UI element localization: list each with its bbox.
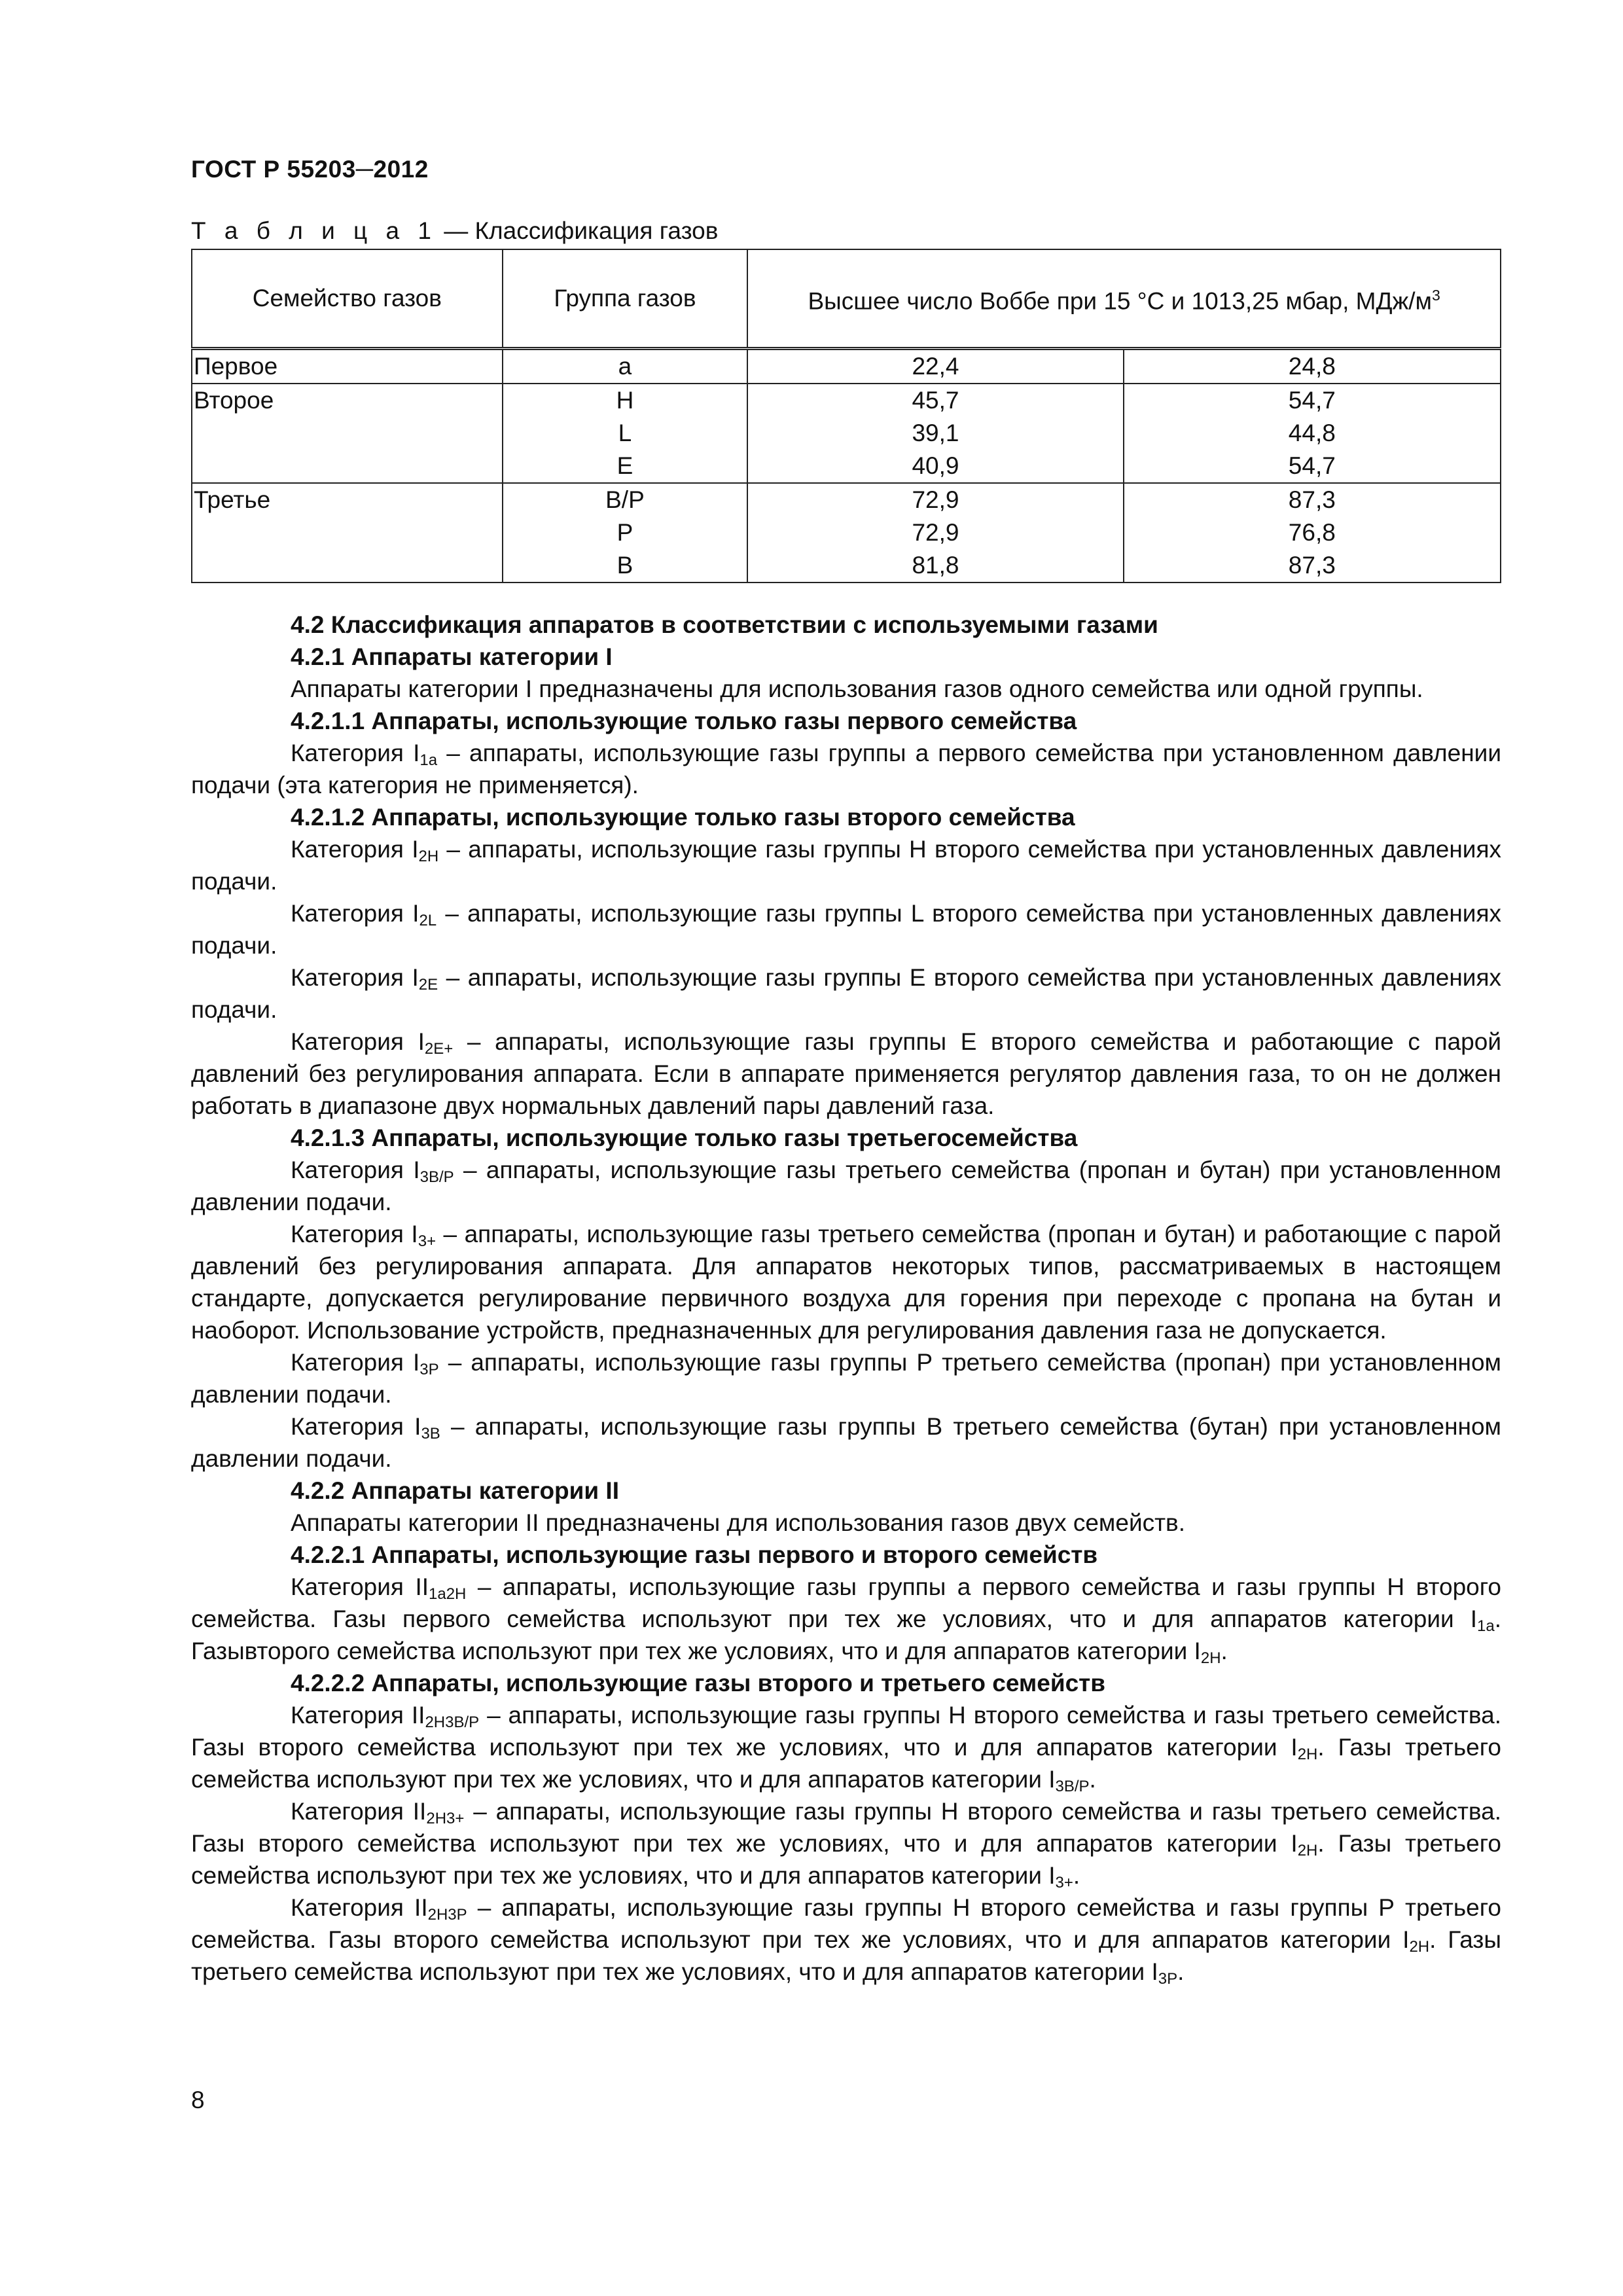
- paragraph-text: Категория I: [291, 1413, 421, 1440]
- table-row: [192, 516, 1501, 549]
- cell-wobbe-min: 81,8: [747, 549, 1123, 583]
- paragraph-text: – аппараты, использующие газы группы а первого семейства при установленном давлении подачи (эта категория не применяется).: [191, 740, 1501, 798]
- cell-wobbe-min: 45,7: [747, 384, 1123, 417]
- cell-family: Первое: [192, 349, 503, 384]
- paragraph-cat-i3b: [191, 1410, 1501, 1475]
- table-row: [192, 450, 1501, 483]
- header-gas-family: Семейство газов: [192, 249, 503, 349]
- paragraph-cat-i2l: [191, 897, 1501, 961]
- cell-family: Третье: [192, 483, 503, 516]
- header-wobbe-number: [747, 249, 1501, 349]
- paragraph-4-2-2: Аппараты категории II предназначены для использования газов двух семейств.: [291, 1509, 1185, 1536]
- table-caption-label: Т а б л и ц а 1: [191, 217, 437, 244]
- table-row: [192, 384, 1501, 417]
- table-caption: [191, 217, 718, 245]
- table-caption-title: — Классификация газов: [437, 217, 719, 244]
- section-heading-4-2-2-2: 4.2.2.2 Аппараты, использующие газы второго и третьего семейств: [291, 1670, 1106, 1696]
- paragraph-cat-ii2h3bp: [191, 1699, 1501, 1795]
- header-wobbe-text: Высшее число Воббе при 15 °С и 1013,25 мбар, МДж/м: [808, 287, 1432, 315]
- paragraph-text: – аппараты, использующие газы третьего семейства (пропан и бутан) и работающие с парой давлений без регулирования аппарата. Для аппаратов некоторых типов, рассматриваемых в настоящем стандарте, допускается регулирование первичного воздуха для горения при переходе с пропана на бутан и наоборот. Использование устройств, предназначенных для регулирования давления газа не допускается.: [191, 1221, 1501, 1344]
- paragraph-text: – аппараты, использующие газы группы Е второго семейства и работающие с парой давлений без регулирования аппарата. Если в аппарате применяется регулятор давления газа, то он не должен работать в диапазоне двух нормальных давлений пары давлений газа.: [191, 1028, 1501, 1119]
- paragraph-text: – аппараты, использующие газы группы Р третьего семейства (пропан) при установленном давлении подачи.: [191, 1349, 1501, 1408]
- paragraph-text: – аппараты, использующие газы группы Н второго семейства и газы третьего семейства. Газы второго семейства используют при тех же условиях, что и для аппаратов категории I: [191, 1798, 1502, 1857]
- paragraph-cat-ii1a2h: [191, 1571, 1501, 1667]
- paragraph-text: Категория I: [291, 1221, 418, 1247]
- paragraph-text: – аппараты, использующие газы группы Н второго семейства при установленных давлениях подачи.: [191, 836, 1501, 895]
- paragraph-text: – аппараты, использующие газы третьего семейства (пропан и бутан) при установленном давлении подачи.: [191, 1157, 1501, 1215]
- paragraph-text: Категория I: [291, 740, 420, 766]
- paragraph-text: – аппараты, использующие газы группы L второго семейства при установленных давлениях подачи.: [191, 900, 1501, 959]
- cell-wobbe-min: 72,9: [747, 483, 1123, 516]
- category-subscript: 2H: [1297, 1746, 1318, 1763]
- paragraph-text: Категория I: [291, 900, 419, 927]
- cell-wobbe-max: 54,7: [1124, 384, 1501, 417]
- paragraph-cat-ii2h3-plus: [191, 1795, 1501, 1892]
- paragraph-text: Категория II: [291, 1702, 425, 1729]
- category-subscript: 3P: [419, 1361, 439, 1378]
- category-subscript: 2H: [418, 848, 439, 865]
- paragraph-text: .: [1221, 1638, 1228, 1664]
- paragraph-text: – аппараты, использующие газы группы Е второго семейства при установленных давлениях подачи.: [191, 964, 1502, 1023]
- paragraph-text: Категория I: [291, 836, 419, 863]
- cell-group: Н: [503, 384, 748, 417]
- paragraph-text: .: [1073, 1862, 1080, 1889]
- section-heading-4-2-2-1: 4.2.2.1 Аппараты, использующие газы первого и второго семейств: [291, 1541, 1098, 1568]
- cell-wobbe-max: 76,8: [1124, 516, 1501, 549]
- cell-wobbe-min: 39,1: [747, 417, 1123, 450]
- section-heading-4-2-1-2: 4.2.1.2 Аппараты, использующие только газы второго семейства: [291, 804, 1075, 831]
- category-subscript: 1a: [1477, 1617, 1495, 1635]
- cell-family: [192, 417, 503, 450]
- document-header: ГОСТ Р 55203─2012: [191, 156, 429, 183]
- category-subscript: 3B/P: [1055, 1778, 1090, 1795]
- category-subscript: 2H3B/P: [425, 1713, 480, 1731]
- paragraph-cat-i2e: [191, 961, 1501, 1026]
- category-subscript: 2H3+: [426, 1810, 465, 1827]
- section-heading-4-2-2: 4.2.2 Аппараты категории II: [291, 1477, 619, 1504]
- paragraph-cat-i2h: [191, 833, 1501, 897]
- cell-family: [192, 549, 503, 583]
- cell-group: Р: [503, 516, 748, 549]
- document-body: [191, 609, 1501, 1988]
- cell-group: В: [503, 549, 748, 583]
- paragraph-text: Категория II: [291, 1573, 429, 1600]
- section-heading-4-2-1: 4.2.1 Аппараты категории I: [291, 643, 613, 670]
- cell-wobbe-max: 44,8: [1124, 417, 1501, 450]
- category-subscript: 3+: [418, 1232, 437, 1250]
- cell-family: Второе: [192, 384, 503, 417]
- category-subscript: 3P: [1158, 1970, 1178, 1988]
- paragraph-text: – аппараты, использующие газы группы Н второго семейства и газы группы Р третьего семейства. Газы второго семейства используют при тех же условиях, что и для аппаратов категории I: [191, 1894, 1501, 1953]
- category-subscript: 3+: [1055, 1874, 1073, 1892]
- category-subscript: 2H: [1409, 1938, 1430, 1956]
- table-header-row: [192, 249, 1501, 349]
- cell-group: В/Р: [503, 483, 748, 516]
- paragraph-text: Категория I: [291, 964, 419, 991]
- cell-family: [192, 450, 503, 483]
- header-wobbe-sup: 3: [1431, 287, 1440, 304]
- paragraph-text: .: [1089, 1766, 1096, 1793]
- paragraph-text: Категория I: [291, 1028, 425, 1055]
- paragraph-cat-i3bp: [191, 1154, 1501, 1218]
- cell-wobbe-min: 40,9: [747, 450, 1123, 483]
- category-subscript: 2L: [419, 912, 437, 929]
- paragraph-text: Категория I: [291, 1349, 420, 1376]
- paragraph-text: Категория II: [291, 1894, 428, 1921]
- paragraph-text: Категория II: [291, 1798, 427, 1825]
- cell-wobbe-max: 87,3: [1124, 549, 1501, 583]
- cell-family: [192, 516, 503, 549]
- cell-wobbe-max: 24,8: [1124, 349, 1501, 384]
- section-heading-4-2: 4.2 Классификация аппаратов в соответствии с используемыми газами: [291, 611, 1158, 638]
- cell-group: Е: [503, 450, 748, 483]
- header-gas-group: Группа газов: [503, 249, 748, 349]
- table-row: [192, 483, 1501, 516]
- paragraph-cat-i1a: [191, 737, 1501, 801]
- paragraph-text: . Газы третьего семейства используют при тех же условиях, что и для аппаратов категории I: [191, 1734, 1501, 1793]
- table-row: [192, 349, 1501, 384]
- category-subscript: 2H3P: [427, 1906, 467, 1924]
- cell-wobbe-min: 22,4: [747, 349, 1123, 384]
- category-subscript: 2E+: [424, 1040, 454, 1058]
- table-row: [192, 417, 1501, 450]
- category-subscript: 2H: [1297, 1842, 1318, 1859]
- category-subscript: 1a2H: [429, 1585, 467, 1603]
- paragraph-text: . Газы третьего семейства используют при тех же условиях, что и для аппаратов категории I: [191, 1830, 1501, 1889]
- paragraph-text: . Газы третьего семейства используют при тех же условиях, что и для аппаратов категории I: [191, 1926, 1501, 1985]
- gas-classification-table: [191, 249, 1501, 583]
- paragraph-cat-i2e-plus: [191, 1026, 1501, 1122]
- cell-wobbe-min: 72,9: [747, 516, 1123, 549]
- cell-wobbe-max: 54,7: [1124, 450, 1501, 483]
- paragraph-4-2-1: Аппараты категории I предназначены для использования газов одного семейства или одной группы.: [291, 675, 1423, 702]
- page-number: 8: [191, 2087, 205, 2113]
- paragraph-cat-ii2h3p: [191, 1892, 1501, 1988]
- category-subscript: 1a: [419, 751, 438, 769]
- paragraph-text: Категория I: [291, 1157, 420, 1183]
- section-heading-4-2-1-1: 4.2.1.1 Аппараты, использующие только газы первого семейства: [291, 708, 1077, 734]
- paragraph-text: – аппараты, использующие газы группы Н второго семейства и газы третьего семейства. Газы второго семейства используют при тех же условиях, что и для аппаратов категории I: [191, 1702, 1501, 1761]
- category-subscript: 2H: [1200, 1649, 1221, 1667]
- paragraph-cat-i3-plus: [191, 1218, 1501, 1346]
- paragraph-text: . Газывторого семейства используют при тех же условиях, что и для аппаратов категории I: [191, 1605, 1501, 1664]
- category-subscript: 3B: [421, 1425, 440, 1443]
- category-subscript: 2E: [418, 976, 438, 994]
- cell-group: L: [503, 417, 748, 450]
- cell-wobbe-max: 87,3: [1124, 483, 1501, 516]
- category-subscript: 3B/P: [419, 1168, 454, 1186]
- cell-group: а: [503, 349, 748, 384]
- paragraph-text: – аппараты, использующие газы группы а первого семейства и газы группы Н второго семейства. Газы первого семейства используют при тех же условиях, что и для аппаратов категории I: [191, 1573, 1501, 1632]
- paragraph-text: .: [1177, 1958, 1185, 1985]
- paragraph-text: – аппараты, использующие газы группы В третьего семейства (бутан) при установленном давлении подачи.: [191, 1413, 1501, 1472]
- section-heading-4-2-1-3: 4.2.1.3 Аппараты, использующие только газы третьегосемейства: [291, 1124, 1078, 1151]
- paragraph-cat-i3p: [191, 1346, 1501, 1410]
- table-row: [192, 549, 1501, 583]
